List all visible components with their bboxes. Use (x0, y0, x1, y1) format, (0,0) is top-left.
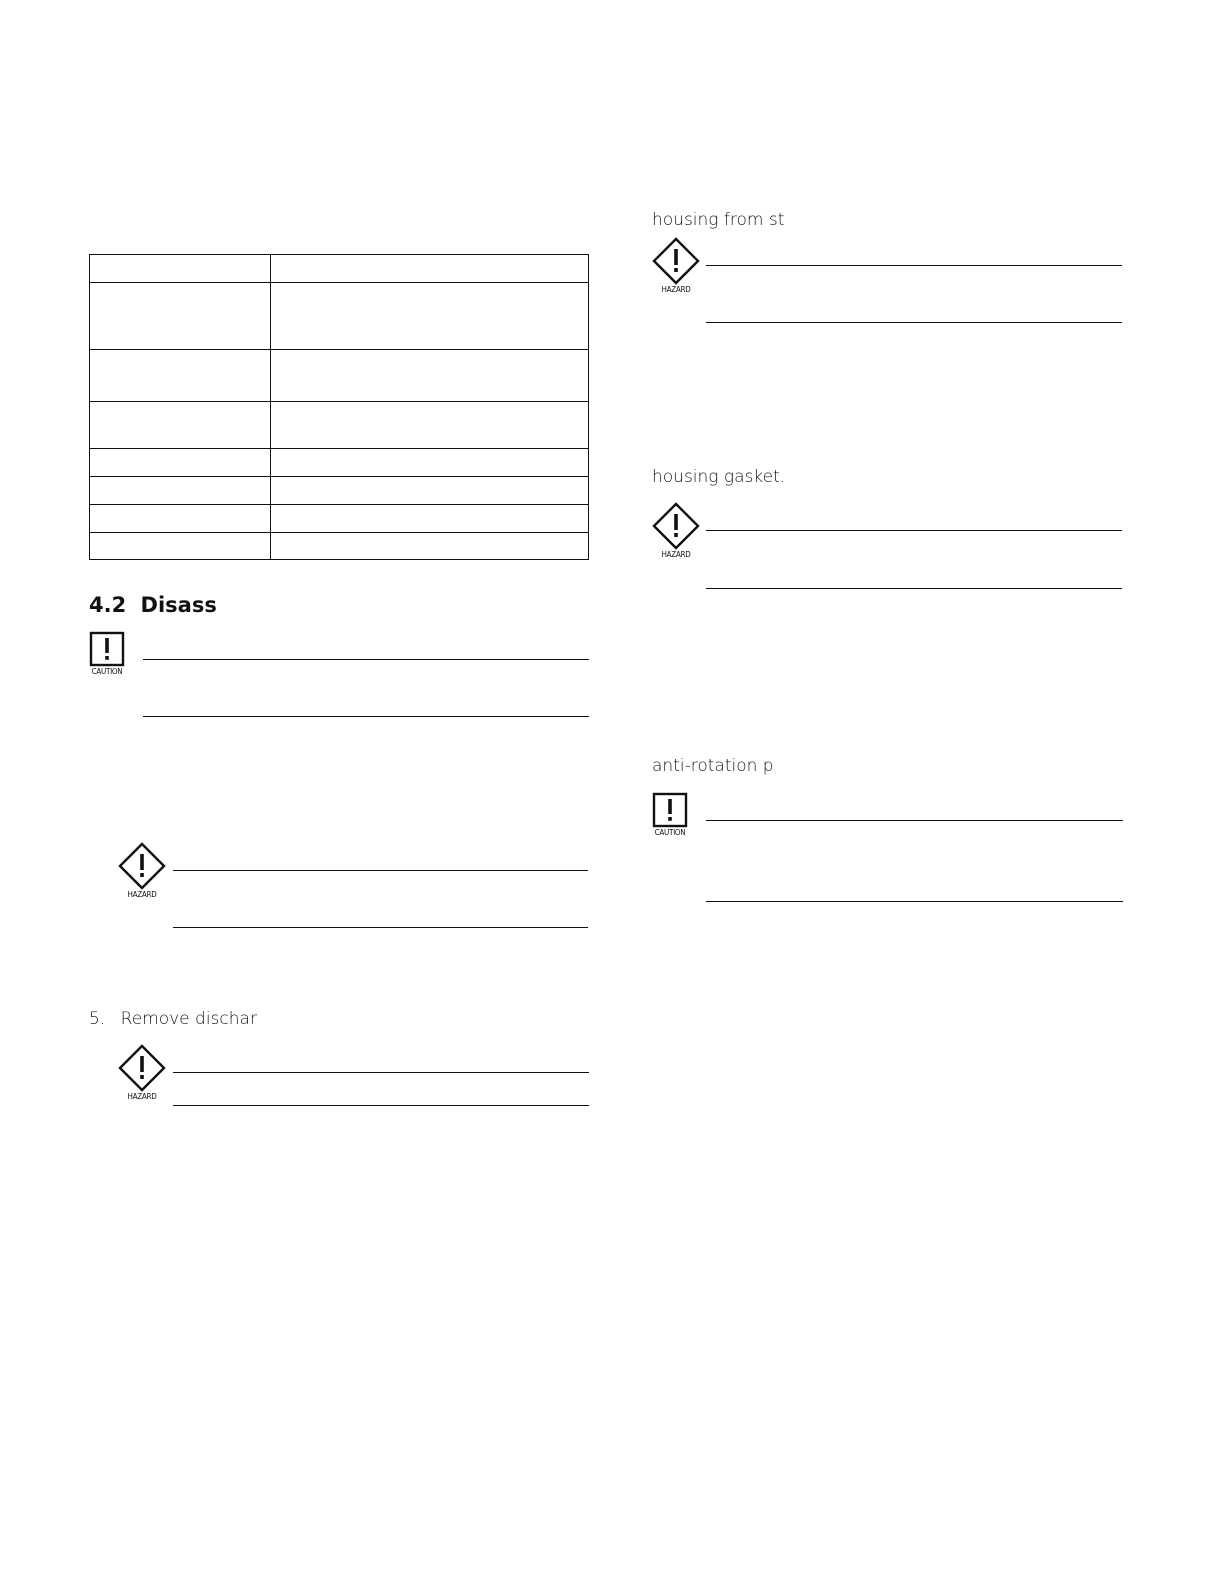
table-cell (271, 255, 589, 283)
table-row (90, 449, 589, 477)
caution-label: CAUTION (91, 667, 123, 676)
section-heading (89, 593, 217, 617)
table-cell (90, 255, 271, 283)
table-row (90, 402, 589, 449)
hazard-label: HAZARD (127, 890, 157, 899)
table-cell (90, 402, 271, 449)
table-cell (271, 449, 589, 477)
hazard-top-rule (173, 870, 588, 871)
hazard-bottom-rule (706, 322, 1122, 323)
table-cell (90, 477, 271, 505)
hazard-label: HAZARD (661, 550, 691, 559)
body-text: housing from st (652, 210, 785, 230)
table-cell (90, 533, 271, 560)
hazard-top-rule (173, 1072, 589, 1073)
caution-symbol (652, 792, 688, 828)
step-text: Remove dischar (120, 1009, 257, 1029)
hazard-label: HAZARD (661, 285, 691, 294)
table-row (90, 477, 589, 505)
table-cell (271, 533, 589, 560)
specification-table (89, 254, 589, 560)
caution-top-rule (143, 659, 589, 660)
step-5 (89, 1009, 257, 1029)
step-number: 5. (89, 1009, 106, 1029)
hazard-label: HAZARD (127, 1092, 157, 1101)
hazard-icon (650, 502, 702, 559)
hazard-bottom-rule (706, 588, 1122, 589)
table-cell (271, 505, 589, 533)
body-text: anti-rotation p (652, 756, 774, 776)
hazard-symbol (652, 237, 700, 285)
hazard-icon (650, 237, 702, 294)
table-cell (271, 477, 589, 505)
caution-bottom-rule (706, 901, 1123, 902)
table-cell (90, 350, 271, 402)
hazard-top-rule (706, 265, 1122, 266)
table-cell (90, 283, 271, 350)
hazard-symbol (652, 502, 700, 550)
caution-bottom-rule (143, 716, 589, 717)
caution-icon (86, 631, 128, 676)
hazard-bottom-rule (173, 1105, 589, 1106)
hazard-icon (116, 1044, 168, 1101)
table-cell (271, 402, 589, 449)
table-cell (271, 350, 589, 402)
hazard-top-rule (706, 530, 1122, 531)
caution-symbol (89, 631, 125, 667)
table-row (90, 255, 589, 283)
table-cell (90, 449, 271, 477)
hazard-symbol (118, 842, 166, 890)
table-cell (90, 505, 271, 533)
hazard-bottom-rule (173, 927, 588, 928)
hazard-symbol (118, 1044, 166, 1092)
caution-label: CAUTION (654, 828, 686, 837)
hazard-icon (116, 842, 168, 899)
table-row (90, 505, 589, 533)
body-text: housing gasket. (652, 467, 786, 487)
caution-icon (649, 792, 691, 837)
section-title: Disass (140, 593, 217, 617)
section-number: 4.2 (89, 593, 127, 617)
table-row (90, 283, 589, 350)
table-row (90, 533, 589, 560)
table-cell (271, 283, 589, 350)
caution-top-rule (706, 820, 1123, 821)
table-row (90, 350, 589, 402)
